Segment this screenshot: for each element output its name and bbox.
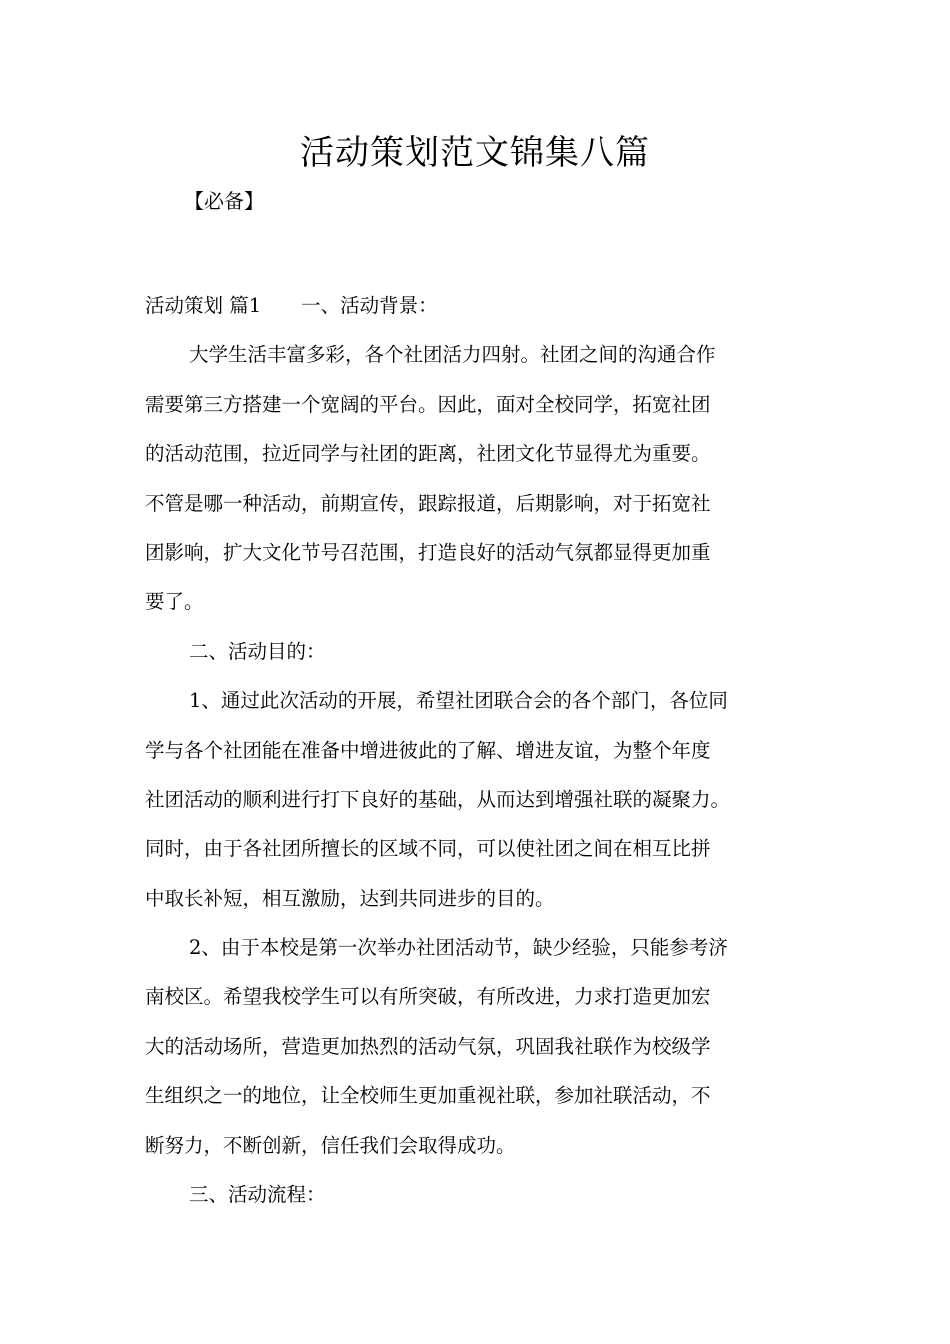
- paragraph-line: 中取长补短，相互激励，达到共同进步的目的。: [145, 886, 555, 910]
- heading-purpose: 二、活动目的：: [189, 639, 326, 663]
- paragraph-line: 南校区。希望我校学生可以有所突破，有所改进，力求打造更加宏: [145, 985, 711, 1009]
- heading-background: 一、活动背景：: [301, 294, 438, 317]
- heading-process: 三、活动流程：: [189, 1183, 326, 1207]
- paragraph-line: 的活动范围，拉近同学与社团的距离，社团文化节显得尤为重要。: [145, 442, 711, 466]
- paragraph-line: 同时，由于各社团所擅长的区域不同，可以使社团之间在相互比拼: [145, 837, 711, 861]
- paragraph-line: 2、由于本校是第一次举办社团活动节，缺少经验，只能参考济: [189, 936, 728, 960]
- section-header-line: [145, 281, 845, 330]
- paragraph-line: 不管是哪一种活动，前期宣传，跟踪报道，后期影响，对于拓宽社: [145, 491, 711, 515]
- document-body: [145, 281, 845, 1219]
- paragraph-line: 团影响，扩大文化节号召范围，打造良好的活动气氛都显得更加重: [145, 540, 711, 564]
- paragraph-line: 社团活动的顺利进行打下良好的基础，从而达到增强社联的凝聚力。: [145, 787, 731, 811]
- paragraph-line: 学与各个社团能在准备中增进彼此的了解、增进友谊，为整个年度: [145, 738, 711, 762]
- paragraph-line: 1、通过此次活动的开展，希望社团联合会的各个部门，各位同: [189, 689, 728, 713]
- paragraph-line: 大学生活丰富多彩，各个社团活力四射。社团之间的沟通合作: [189, 343, 716, 367]
- paragraph-line: 生组织之一的地位，让全校师生更加重视社联，参加社联活动，不: [145, 1084, 711, 1108]
- section-label: 活动策划 篇1: [145, 294, 262, 317]
- document-title: 活动策划范文锦集八篇: [300, 133, 650, 173]
- document-subtitle: 【必备】: [184, 189, 264, 213]
- paragraph-line: 大的活动场所，营造更加热烈的活动气氛，巩固我社联作为校级学: [145, 1034, 711, 1058]
- paragraph-line: 需要第三方搭建一个宽阔的平台。因此，面对全校同学，拓宽社团: [145, 392, 711, 416]
- paragraph-line: 要了。: [145, 590, 204, 614]
- paragraph-line: 断努力，不断创新，信任我们会取得成功。: [145, 1133, 516, 1157]
